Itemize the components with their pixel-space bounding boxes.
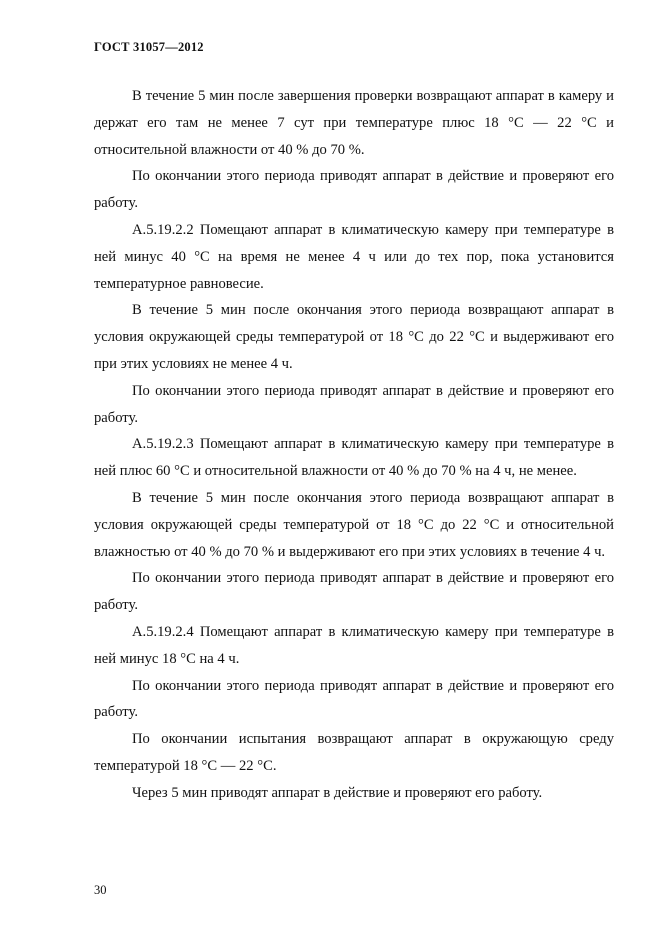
paragraph: А.5.19.2.3 Помещают аппарат в климатическую камеру при температуре в ней плюс 60 °С и относительной влажности от 40 % до 70 % на 4 ч, не менее. [94, 436, 614, 480]
paragraph: По окончании испытания возвращают аппарат в окружающую среду температурой 18 °С — 22 °С. [94, 731, 614, 774]
paragraph: Через 5 мин приводят аппарат в действие и проверяют его работу. [132, 784, 543, 801]
paragraph: А.5.19.2.4 Помещают аппарат в климатическую камеру при температуре в ней минус 18 °С на 4 ч. [94, 623, 614, 667]
paragraph: По окончании этого периода приводят аппарат в действие и проверяют его работу. [94, 570, 614, 614]
document-body [94, 83, 614, 807]
document-header: ГОСТ 31057—2012 [94, 40, 204, 54]
paragraph: По окончании этого периода приводят аппарат в действие и проверяют его работу. [94, 382, 614, 426]
paragraph: В течение 5 мин после окончания этого периода возвращают аппарат в условия окружающей среды температурой от 18 °С до 22 °С и относительной влажностью от 40 % до 70 % и выдерживают его при этих условиях в течение 4 ч. [94, 489, 614, 560]
page-number: 30 [94, 883, 107, 897]
paragraph: В течение 5 мин после завершения проверки возвращают аппарат в камеру и держат его там не менее 7 сут при температуре плюс 18 °С — 22 °С и относительной влажности от 40 % до 70 %. [94, 88, 614, 158]
paragraph: По окончании этого периода приводят аппарат в действие и проверяют его работу. [94, 677, 614, 721]
paragraph: А.5.19.2.2 Помещают аппарат в климатическую камеру при температуре в ней минус 40 °С на время не менее 4 ч или до тех пор, пока установится температурное равновесие. [94, 221, 614, 292]
paragraph: В течение 5 мин после окончания этого периода возвращают аппарат в условия окружающей среды температурой от 18 °С до 22 °С и выдерживают его при этих условиях не менее 4 ч. [94, 302, 614, 372]
paragraph: По окончании этого периода приводят аппарат в действие и проверяют его работу. [94, 168, 614, 212]
